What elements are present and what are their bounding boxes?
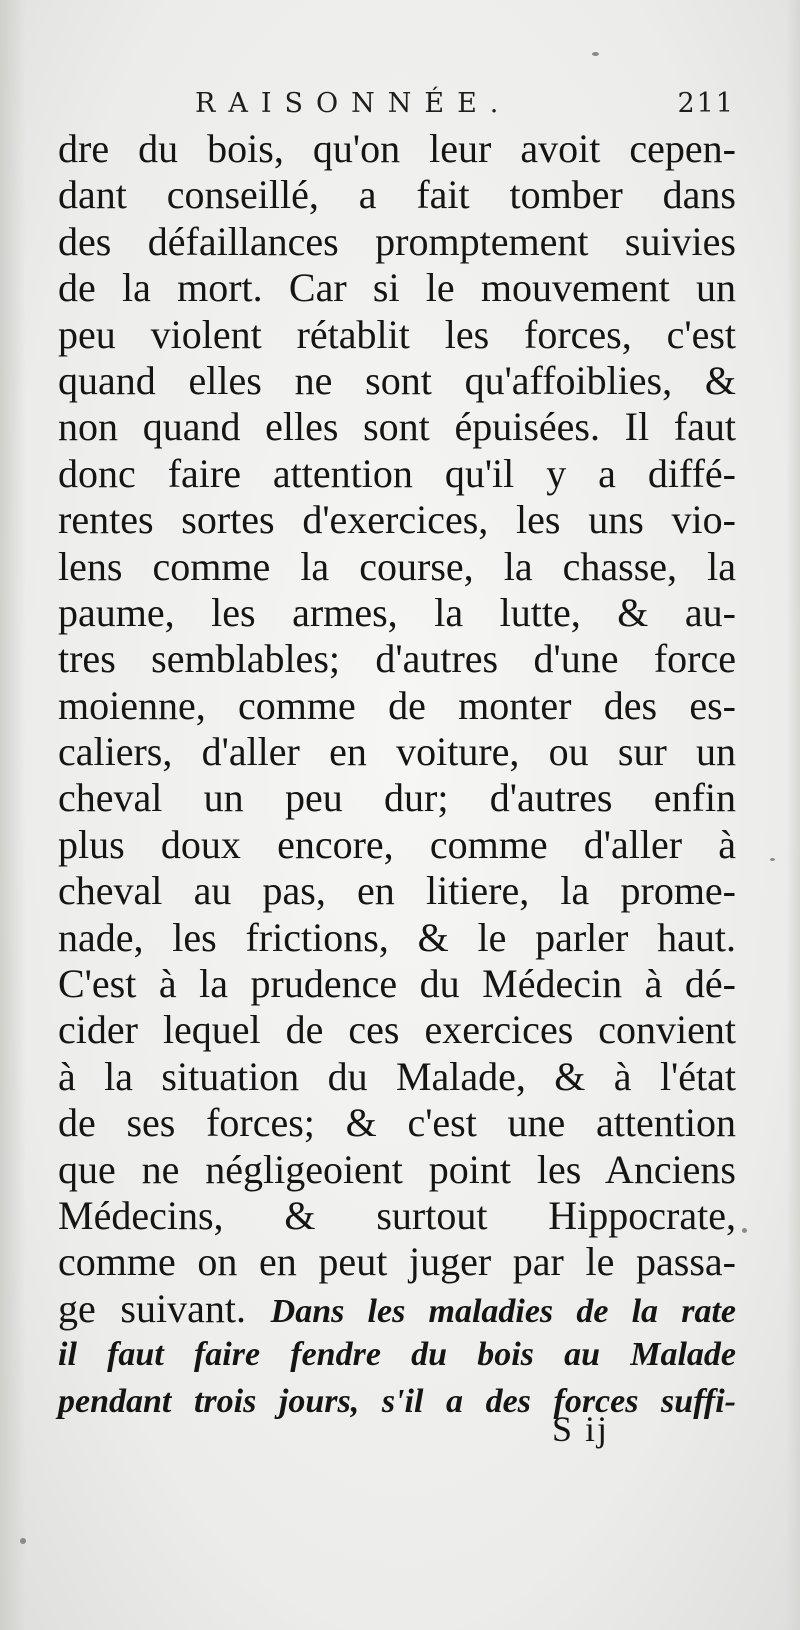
text-line: rentes sortes d'exercices, les uns vio- [58,497,736,543]
text-line: donc faire attention qu'il y a diffé- [58,450,736,496]
page-fold-shadow [0,0,26,1630]
text-line: quand elles ne sont qu'affoiblies, & [58,357,736,403]
text-line: de ses forces; & c'est une attention [58,1100,736,1146]
text-line: paume, les armes, la lutte, & au- [58,589,736,635]
paper-speck [592,52,599,56]
text-line: moienne, comme de monter des es- [58,682,736,728]
text-line: comme on en peut juger par le passa- [58,1239,736,1285]
running-title: RAISONNÉE. [195,88,512,119]
text-line: lens comme la course, la chasse, la [58,543,736,589]
running-head [195,88,735,128]
paper-speck [20,1538,26,1544]
text-line: C'est à la prudence du Médecin à dé- [58,961,736,1007]
text-line: plus doux encore, comme d'aller à [58,821,736,867]
text-line: cheval un peu dur; d'autres enfin [58,775,736,821]
text-line: cider lequel de ces exercices convient [58,1007,736,1053]
text-line: Médecins, & surtout Hippocrate, [58,1192,736,1238]
text-line: non quand elles sont épuisées. Il faut [58,404,736,450]
text-line: à la situation du Malade, & à l'état [58,1053,736,1099]
text-line: il faut faire fendre du bois au Malade [58,1336,736,1374]
text-line [58,1286,736,1332]
paper-speck [770,858,775,861]
text-line: dre du bois, qu'on leur avoit cepen- [58,126,736,171]
text-line: des défaillances promptement suivies [58,218,736,264]
text-italic: Dans les maladies de la rate [270,1292,736,1330]
text-line: cheval au pas, en litiere, la prome- [58,868,736,914]
paper-speck [742,1228,747,1233]
text-line: peu violent rétablit les forces, c'est [58,311,736,357]
text-line: nade, les frictions, & le parler haut. [58,914,736,960]
text-line: pendant trois jours, s'il a des forces suffi- [58,1382,736,1420]
text-line: tres semblables; d'autres d'une force [58,636,736,682]
signature-mark: S ij [552,1409,610,1449]
text-line: dant conseillé, a fait tomber dans [58,172,736,218]
page-edge-shadow [786,0,800,1630]
text-line: de la mort. Car si le mouvement un [58,265,736,311]
text-line: que ne négligeoient point les Anciens [58,1146,736,1192]
body-text [58,126,736,1425]
text-line: caliers, d'aller en voiture, ou sur un [58,729,736,775]
page-number: 211 [677,88,735,119]
text-roman: ge suivant. [58,1285,271,1331]
